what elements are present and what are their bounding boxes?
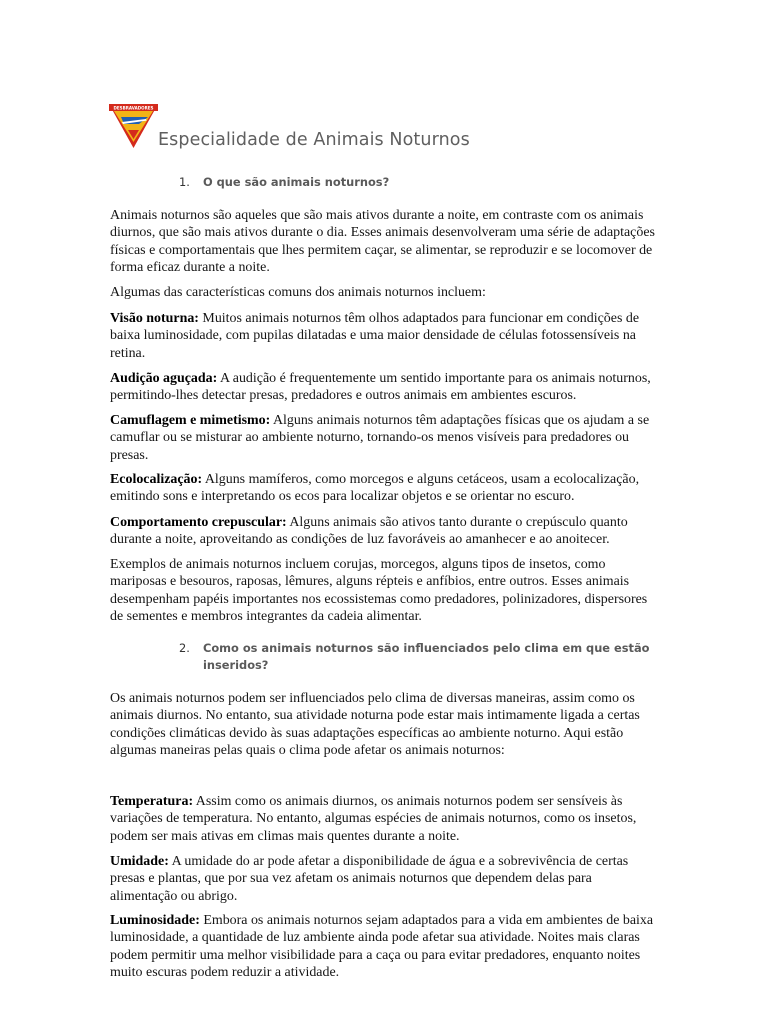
section-1-examples: Exemplos de animais noturnos incluem corujas, morcegos, alguns tipos de insetos, como mariposas e besouros, raposas, lêmures, alguns répteis e anfíbios, entre outros. Esses animais desempenham papéis importantes nos ecossistemas como predadores, polinizadores, dispersores de sementes e membros integrantes da cadeia alimentar.: [110, 557, 648, 624]
factor-term: Umidade:: [110, 854, 169, 869]
feature-term: Camuflagem e mimetismo:: [110, 413, 271, 428]
feature-description: A audição é frequentemente um sentido importante para os animais noturnos, permitindo-lhes detectar presas, predadores e outros animais em ambientes escuros.: [110, 371, 651, 404]
factor-term: Luminosidade:: [110, 913, 200, 928]
section-1-number: 1.: [179, 175, 190, 189]
section-2-heading: [179, 640, 669, 678]
feature-term: Audição aguçada:: [110, 371, 218, 386]
feature-description: Alguns animais são ativos tanto durante o crepúsculo quanto durante a noite, aproveitando as condições de luz favoráveis ao amanhecer e ao anoitecer.: [110, 515, 628, 548]
feature-description: Alguns animais noturnos têm adaptações físicas que os ajudam a se camuflar ou se misturar ao ambiente noturno, tornando-os menos visíveis para predadores ou presas.: [110, 413, 650, 463]
section-2-intro: Os animais noturnos podem ser influenciados pelo clima de diversas maneiras, assim como os animais diurnos. No entanto, sua atividade noturna pode estar mais intimamente ligada a certas condições climáticas devido às suas adaptações específicas ao ambiente noturno. Aqui estão algumas maneiras pelas quais o clima pode afetar os animais noturnos:: [110, 691, 640, 758]
section-1-list-intro: Algumas das características comuns dos animais noturnos incluem:: [110, 285, 486, 300]
feature-night-vision: [110, 310, 662, 362]
section-1-heading-text: O que são animais noturnos?: [203, 175, 390, 189]
factor-temperature: [110, 793, 662, 845]
section-1-intro: Animais noturnos são aqueles que são mais ativos durante a noite, em contraste com os animais diurnos, que são mais ativos durante o dia. Esses animais desenvolveram uma série de adaptações físicas e comportamentais que lhes permitem caçar, se alimentar, se reproduzir e se locomover de forma eficaz durante a noite.: [110, 208, 655, 275]
feature-camouflage: [110, 412, 662, 464]
logo-banner-text: DESBRAVADORES: [113, 106, 159, 112]
factor-description: A umidade do ar pode afetar a disponibilidade de água e a sobrevivência de certas presas e plantas, que por sua vez afetam os animais noturnos que dependem delas para alimentação ou abrigo.: [110, 854, 629, 904]
feature-description: Muitos animais noturnos têm olhos adaptados para funcionar em condições de baixa luminosidade, com pupilas dilatadas e uma maior densidade de células fotossensíveis na retina.: [110, 311, 640, 361]
feature-hearing: [110, 370, 662, 405]
factor-description: Embora os animais noturnos sejam adaptados para a vida em ambientes de baixa luminosidade, a quantidade de luz ambiente ainda pode afetar sua atividade. Noites mais claras podem permitir uma melhor visibilidade para a caça ou para evitar predadores, enquanto noites muito escuras podem reduzir a atividade.: [110, 913, 654, 980]
section-2-heading-text: Como os animais noturnos são influenciados pelo clima em que estão inseridos?: [203, 641, 650, 672]
document-title: Especialidade de Animais Noturnos: [158, 130, 470, 150]
section-2-number: 2.: [179, 641, 190, 655]
feature-description: Alguns mamíferos, como morcegos e alguns cetáceos, usam a ecolocalização, emitindo sons e interpretando os ecos para localizar objetos e se orientar no escuro.: [110, 472, 640, 505]
pathfinder-logo-icon: [108, 102, 159, 150]
factor-humidity: [110, 853, 662, 905]
feature-term: Visão noturna:: [110, 311, 199, 326]
factor-luminosity: [110, 912, 662, 981]
feature-echolocation: [110, 471, 662, 506]
factor-description: Assim como os animais diurnos, os animais noturnos podem ser sensíveis às variações de temperatura. No entanto, algumas espécies de animais noturnos, como os insetos, podem ser mais ativas em climas mais quentes durante a noite.: [110, 794, 637, 844]
feature-term: Ecolocalização:: [110, 472, 203, 487]
section-1-heading: [179, 174, 669, 194]
feature-term: Comportamento crepuscular:: [110, 515, 287, 530]
factor-term: Temperatura:: [110, 794, 194, 809]
feature-crepuscular: [110, 514, 662, 549]
